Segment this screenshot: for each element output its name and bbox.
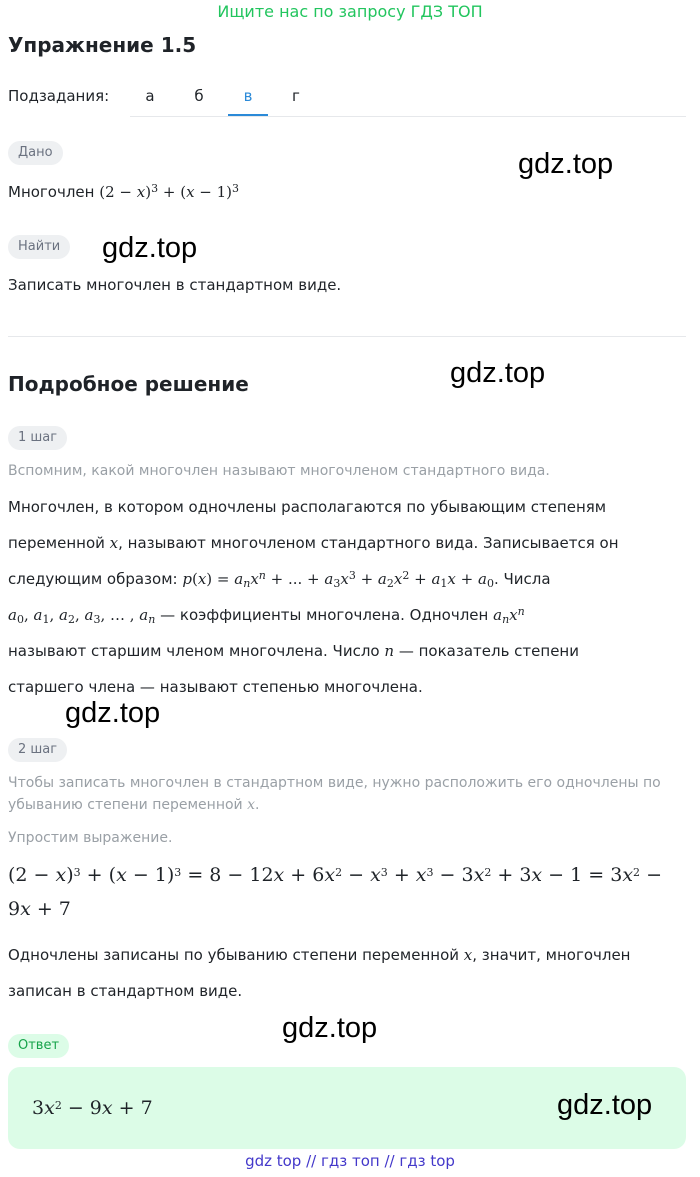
watermark: gdz.top <box>65 697 161 729</box>
watermark: gdz.top <box>557 1089 653 1121</box>
watermark: gdz.top <box>518 148 614 180</box>
subtasks-tabs <box>130 80 686 117</box>
find-badge: Найти <box>8 235 70 259</box>
solution-title: Подробное решение <box>8 372 249 396</box>
step2-conclusion1: Одночлены записаны по убыванию степени переменной x, значит, многочлен <box>8 946 631 964</box>
step1-hint: Вспомним, какой многочлен называют многочленом стандартного вида. <box>8 463 550 479</box>
step2-hint1: Чтобы записать многочлен в стандартном виде, нужно расположить его одночлены по <box>8 775 661 791</box>
step2-hint3: Упростим выражение. <box>8 830 173 846</box>
step1-line2: переменной x, называют многочленом стандартного вида. Записывается он <box>8 534 619 552</box>
tab-v[interactable]: в <box>228 80 268 116</box>
given-text <box>8 174 239 212</box>
step1-line6: старшего члена — называют степенью многочлена. <box>8 678 423 696</box>
footer-links[interactable]: gdz top // гдз топ // гдз top <box>245 1152 455 1170</box>
tab-b[interactable]: б <box>194 87 204 105</box>
given-badge: Дано <box>8 141 63 165</box>
answer-badge: Ответ <box>8 1034 69 1058</box>
leading-term-formula: $a_nx^n$ <box>493 605 525 626</box>
given-label: Многочлен <box>8 183 95 201</box>
step1-line3: следующим образом: $p(x) = a_nx^n$ + ... + $a_3x^3 + a_2x^2 + a_1x + a_0$. Числа <box>8 569 551 590</box>
given-formula: $(2 - x)^3 + (x - 1)^3$ <box>99 182 240 201</box>
step1-badge: 1 шаг <box>8 426 67 450</box>
watermark: gdz.top <box>102 232 198 264</box>
coefficients-formula: $a_0$, $a_1$, $a_2$, $a_3$, … , $a_n$ <box>8 606 156 626</box>
answer-formula: $3x^2 - 9x + 7$ <box>32 1097 153 1119</box>
step1-line5: называют старшим членом многочлена. Число n — показатель степени <box>8 642 579 660</box>
step1-line1: Многочлен, в котором одночлены располагаются по убывающим степеням <box>8 498 607 516</box>
search-banner: Ищите нас по запросу ГДЗ ТОП <box>217 2 483 21</box>
step2-hint2: убыванию степени переменной x. <box>8 797 260 813</box>
step1-line4: $a_0$, $a_1$, $a_2$, $a_3$, … , $a_n$ — коэффициенты многочлена. Одночлен $a_nx^n$ <box>8 605 525 626</box>
subtasks-label: Подзадания: <box>8 87 110 105</box>
step2-badge: 2 шаг <box>8 738 67 762</box>
standard-form-formula: $p(x) = a_nx^n$ + ... + $a_3x^3 + a_2x^2 + a_1x + a_0$ <box>182 569 494 590</box>
simplification-line1: $(2 - x)^3 + (x - 1)^3 = 8 - 12x + 6x^2 - x^3 + x^3 - 3x^2 + 3x - 1 = 3x^2$ − <box>8 864 663 886</box>
watermark: gdz.top <box>282 1012 378 1044</box>
find-text: Записать многочлен в стандартном виде. <box>8 276 342 294</box>
simplification-line2: 9x + 7 <box>8 898 71 920</box>
watermark: gdz.top <box>450 357 546 389</box>
tab-g[interactable]: г <box>292 87 300 105</box>
page-title: Упражнение 1.5 <box>8 33 197 57</box>
divider <box>8 336 686 337</box>
tab-a[interactable]: а <box>145 87 155 105</box>
step2-conclusion2: записан в стандартном виде. <box>8 982 243 1000</box>
